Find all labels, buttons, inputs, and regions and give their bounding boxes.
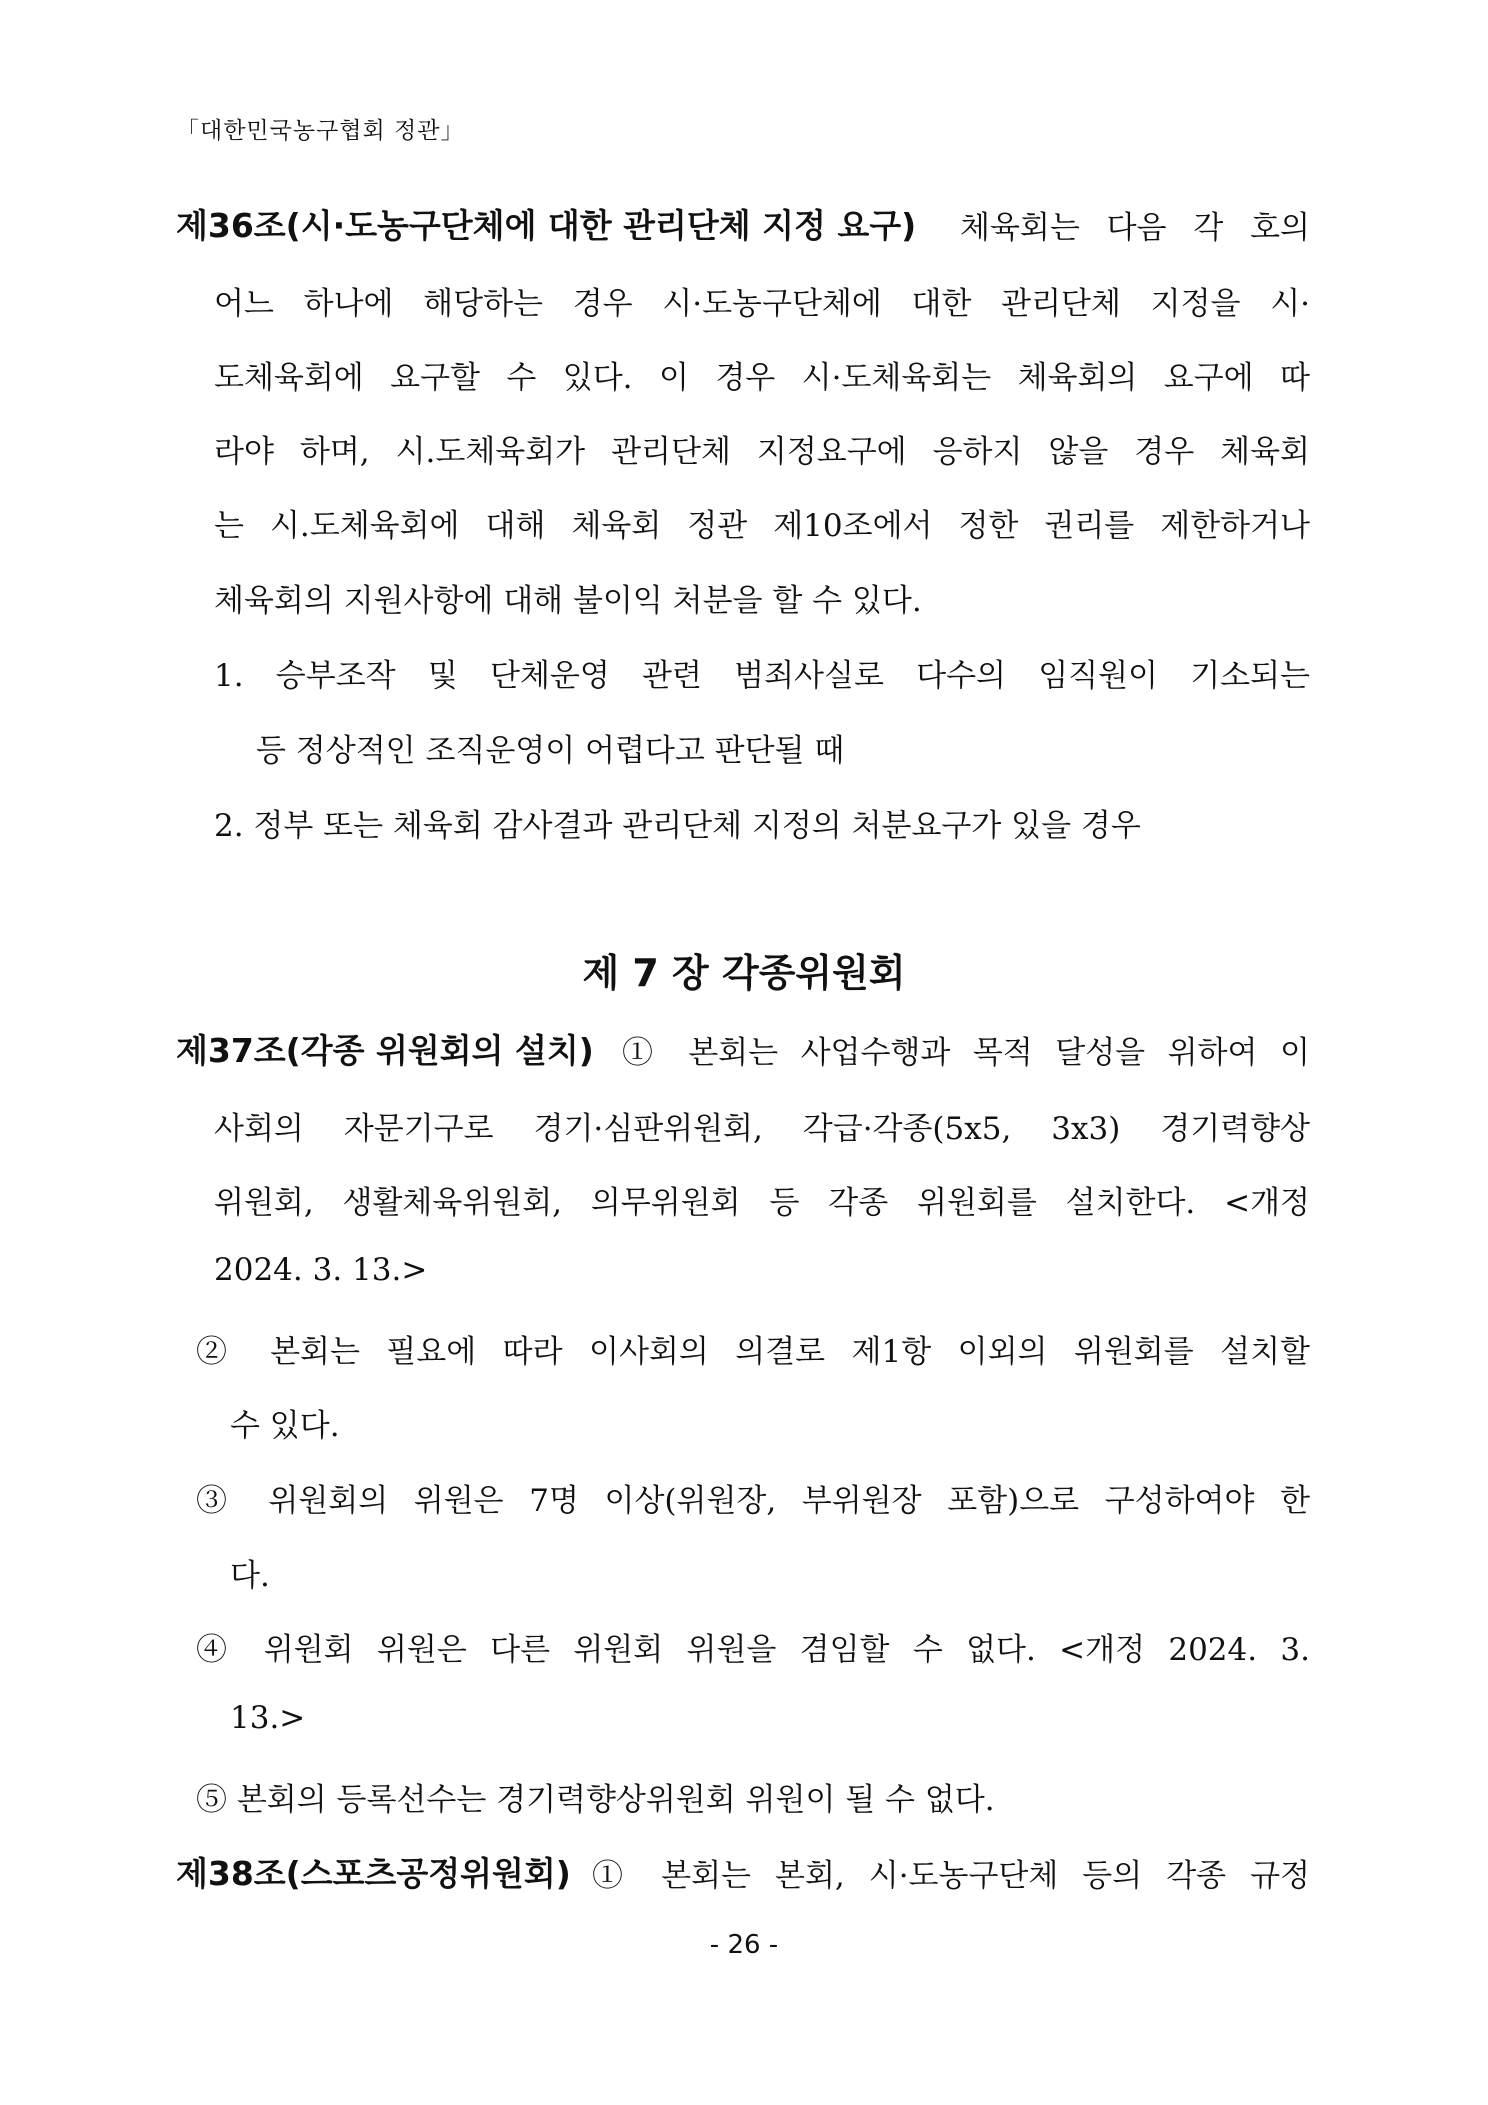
clause-2-cont: 수 있다.: [230, 1408, 340, 1444]
clause-4: ④ 위원회 위원은 다른 위원회 위원을 겸임할 수 없다. <개정 2024. 3.: [196, 1632, 1310, 1668]
article-37-line: 위원회, 생활체육위원회, 의무위원회 등 각종 위원회를 설치한다. <개정: [214, 1185, 1310, 1221]
article-36-line: 어느 하나에 해당하는 경우 시·도농구단체에 대한 관리단체 지정을 시·: [214, 286, 1310, 322]
clause-4-cont: 13.>: [230, 1700, 306, 1736]
article-36-line: 도체육회에 요구할 수 있다. 이 경우 시·도체육회는 체육회의 요구에 따: [214, 360, 1310, 396]
document-header: 「대한민국농구협회 정관」: [176, 118, 465, 144]
clause-5: ⑤ 본회의 등록선수는 경기력향상위원회 위원이 될 수 없다.: [196, 1782, 995, 1818]
article-37-title: 제37조(각종 위원회의 설치): [176, 1031, 594, 1070]
list-item-2: 2. 정부 또는 체육회 감사결과 관리단체 지정의 처분요구가 있을 경우: [214, 808, 1141, 844]
list-item-1-cont: 등 정상적인 조직운영이 어렵다고 판단될 때: [256, 733, 845, 769]
article-36-line: 는 시.도체육회에 대해 체육회 정관 제10조에서 정한 권리를 제한하거나: [214, 508, 1310, 544]
article-37-line: ① 본회는 사업수행과 목적 달성을 위하여 이: [622, 1035, 1310, 1071]
article-38-line: ① 본회는 본회, 시·도농구단체 등의 각종 규정: [592, 1858, 1310, 1894]
page-number: - 26 -: [709, 1930, 779, 1960]
list-item-1: 1. 승부조작 및 단체운영 관련 범죄사실로 다수의 임직원이 기소되는: [214, 658, 1310, 694]
article-36-title: 제36조(시·도농구단체에 대한 관리단체 지정 요구): [176, 206, 917, 245]
article-36-line: 체육회는 다음 각 호의: [960, 210, 1310, 246]
article-37-line: 사회의 자문기구로 경기·심판위원회, 각급·각종(5x5, 3x3) 경기력향상: [214, 1111, 1310, 1147]
clause-3-cont: 다.: [230, 1558, 270, 1594]
chapter-title: 제 7 장 각종위원회: [582, 951, 906, 995]
article-36-line: 체육회의 지원사항에 대해 불이익 처분을 할 수 있다.: [214, 583, 922, 619]
clause-3: ③ 위원회의 위원은 7명 이상(위원장, 부위원장 포함)으로 구성하여야 한: [196, 1483, 1310, 1519]
article-38-title: 제38조(스포츠공정위원회): [176, 1854, 571, 1893]
clause-2: ② 본회는 필요에 따라 이사회의 의결로 제1항 이외의 위원회를 설치할: [196, 1334, 1310, 1370]
article-36-line: 라야 하며, 시.도체육회가 관리단체 지정요구에 응하지 않을 경우 체육회: [214, 434, 1310, 470]
article-37-line: 2024. 3. 13.>: [214, 1252, 428, 1288]
